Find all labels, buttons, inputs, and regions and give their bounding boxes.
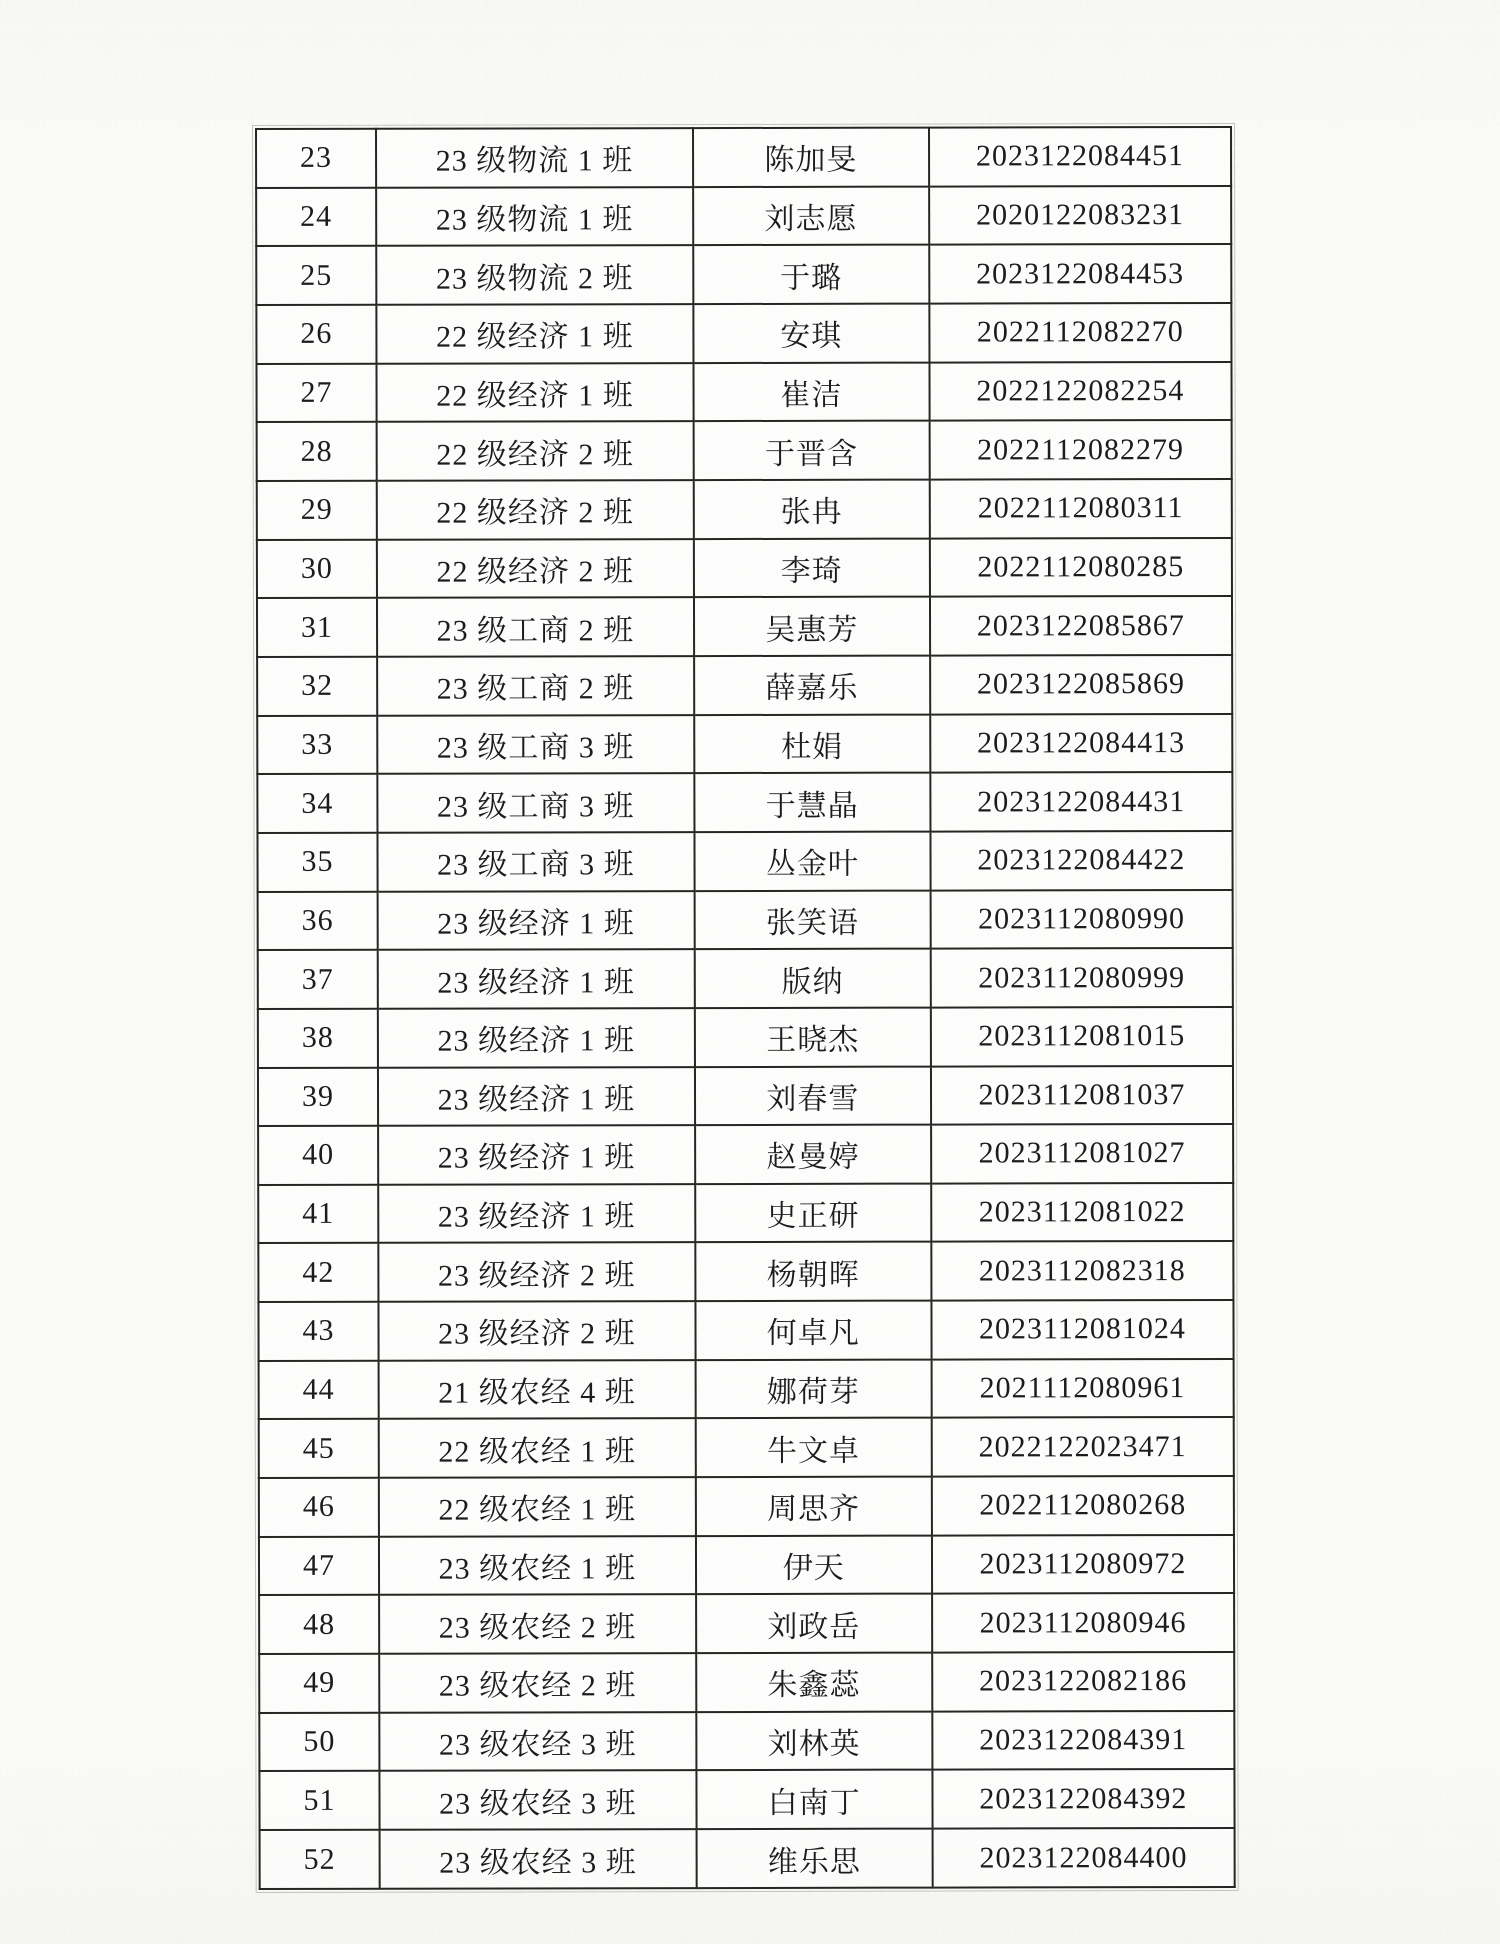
row-number-cell: 40	[258, 1126, 378, 1185]
table-row	[260, 1828, 1235, 1889]
student-name-cell: 于慧晶	[694, 773, 930, 832]
class-cell: 22 级经济 1 班	[376, 304, 693, 363]
student-id-cell: 2023122084392	[932, 1769, 1234, 1828]
student-name-cell: 周思齐	[696, 1477, 932, 1536]
student-name-cell: 杜娟	[694, 714, 930, 773]
student-name-cell: 张笑语	[694, 890, 930, 949]
table-row	[256, 362, 1231, 423]
student-id-cell: 2023112081027	[931, 1124, 1233, 1183]
class-cell: 23 级农经 3 班	[379, 1770, 696, 1829]
table-row	[257, 479, 1232, 540]
class-cell: 23 级农经 2 班	[379, 1653, 696, 1712]
row-number-cell: 23	[256, 129, 376, 188]
row-number-cell: 47	[259, 1536, 379, 1595]
student-name-cell: 王晓杰	[695, 1007, 931, 1066]
student-id-cell: 2023122084431	[930, 772, 1232, 831]
row-number-cell: 27	[256, 363, 376, 422]
student-name-cell: 于璐	[693, 245, 929, 304]
table-row	[257, 596, 1232, 657]
row-number-cell: 32	[257, 657, 377, 716]
student-id-cell: 2023122084400	[932, 1828, 1234, 1888]
student-name-cell: 杨朝晖	[695, 1242, 931, 1301]
class-cell: 23 级物流 1 班	[376, 187, 693, 246]
row-number-cell: 31	[257, 598, 377, 657]
student-id-cell: 2023112081037	[931, 1065, 1233, 1124]
table-row	[259, 1359, 1234, 1420]
class-cell: 22 级经济 2 班	[377, 480, 694, 539]
class-cell: 23 级经济 2 班	[378, 1301, 695, 1360]
table-row	[257, 538, 1232, 599]
student-name-cell: 史正研	[695, 1183, 931, 1242]
table-row	[258, 889, 1233, 950]
student-id-cell: 2023112081024	[931, 1300, 1233, 1359]
table-row	[257, 772, 1232, 833]
row-number-cell: 24	[256, 187, 376, 246]
row-number-cell: 26	[256, 305, 376, 364]
student-id-cell: 2023112080990	[930, 889, 1232, 948]
row-number-cell: 48	[259, 1595, 379, 1654]
student-name-cell: 于晋含	[693, 421, 929, 480]
class-cell: 23 级经济 1 班	[378, 1067, 695, 1126]
student-id-cell: 2023122085867	[930, 596, 1232, 655]
student-id-cell: 2022122082254	[929, 362, 1231, 421]
row-number-cell: 37	[258, 950, 378, 1009]
class-cell: 23 级经济 1 班	[378, 1008, 695, 1067]
table-row	[259, 1652, 1234, 1713]
student-id-cell: 2023122084422	[930, 831, 1232, 890]
table-row	[258, 1183, 1233, 1244]
student-name-cell: 娜荷芽	[695, 1359, 931, 1418]
table-row	[258, 1300, 1233, 1361]
student-id-cell: 2022122023471	[931, 1417, 1233, 1476]
student-name-cell: 赵曼婷	[695, 1125, 931, 1184]
table-row	[259, 1476, 1234, 1537]
row-number-cell: 52	[260, 1830, 380, 1889]
class-cell: 23 级农经 3 班	[379, 1712, 696, 1771]
student-name-cell: 薛嘉乐	[694, 655, 930, 714]
class-cell: 23 级物流 1 班	[376, 128, 693, 187]
student-name-cell: 维乐思	[696, 1829, 932, 1888]
row-number-cell: 30	[257, 539, 377, 598]
class-cell: 23 级工商 3 班	[377, 715, 694, 774]
table-row	[259, 1417, 1234, 1478]
table-row	[256, 186, 1231, 247]
student-id-cell: 2023122082186	[932, 1652, 1234, 1711]
class-cell: 22 级经济 2 班	[377, 539, 694, 598]
table-row	[256, 303, 1231, 364]
row-number-cell: 50	[259, 1712, 379, 1771]
table-row	[257, 420, 1232, 481]
student-id-cell: 2023122084453	[929, 244, 1231, 303]
student-id-cell: 2023112080972	[932, 1535, 1234, 1594]
class-cell: 23 级工商 2 班	[377, 656, 694, 715]
table-row	[259, 1711, 1234, 1772]
student-name-cell: 版纳	[695, 949, 931, 1008]
student-id-cell: 2023112082318	[931, 1241, 1233, 1300]
student-id-cell: 2023122084391	[932, 1711, 1234, 1770]
student-id-cell: 2023112081015	[931, 1007, 1233, 1066]
student-id-cell: 2022112080311	[929, 479, 1231, 538]
class-cell: 23 级经济 1 班	[378, 891, 695, 950]
student-name-cell: 刘林英	[696, 1711, 932, 1770]
table-row	[259, 1535, 1234, 1596]
row-number-cell: 36	[258, 891, 378, 950]
student-name-cell: 刘志愿	[693, 186, 929, 245]
row-number-cell: 38	[258, 1009, 378, 1068]
class-cell: 23 级工商 2 班	[377, 597, 694, 656]
row-number-cell: 25	[256, 246, 376, 305]
class-cell: 23 级工商 3 班	[377, 832, 694, 891]
row-number-cell: 43	[258, 1302, 378, 1361]
table-row	[256, 127, 1231, 188]
row-number-cell: 28	[257, 422, 377, 481]
row-number-cell: 39	[258, 1067, 378, 1126]
class-cell: 23 级农经 3 班	[379, 1829, 696, 1889]
row-number-cell: 34	[257, 774, 377, 833]
row-number-cell: 46	[259, 1478, 379, 1537]
scanned-roster-page	[255, 126, 1236, 1890]
row-number-cell: 45	[259, 1419, 379, 1478]
student-name-cell: 张冉	[694, 480, 930, 539]
table-row	[259, 1593, 1234, 1654]
table-row	[257, 714, 1232, 775]
table-row	[258, 1007, 1233, 1068]
class-cell: 22 级农经 1 班	[379, 1419, 696, 1478]
student-name-cell: 伊天	[696, 1535, 932, 1594]
student-id-cell: 2022112080268	[932, 1476, 1234, 1535]
student-name-cell: 刘政岳	[696, 1594, 932, 1653]
table-row	[256, 244, 1231, 305]
student-roster-table	[255, 126, 1236, 1890]
student-id-cell: 2020122083231	[929, 186, 1231, 245]
table-row	[258, 1065, 1233, 1126]
student-id-cell: 2022112082279	[929, 420, 1231, 479]
student-id-cell: 2023122085869	[930, 655, 1232, 714]
student-name-cell: 朱鑫蕊	[696, 1653, 932, 1712]
class-cell: 23 级经济 1 班	[378, 1184, 695, 1243]
table-row	[258, 1241, 1233, 1302]
row-number-cell: 49	[259, 1654, 379, 1713]
student-id-cell: 2023112080946	[932, 1593, 1234, 1652]
class-cell: 23 级农经 1 班	[379, 1536, 696, 1595]
student-name-cell: 何卓凡	[695, 1301, 931, 1360]
class-cell: 22 级经济 2 班	[377, 421, 694, 480]
class-cell: 21 级农经 4 班	[379, 1360, 696, 1419]
row-number-cell: 51	[259, 1771, 379, 1830]
table-row	[259, 1769, 1234, 1830]
student-name-cell: 白南丁	[696, 1770, 932, 1829]
row-number-cell: 29	[257, 481, 377, 540]
class-cell: 23 级工商 3 班	[377, 773, 694, 832]
student-id-cell: 2023112080999	[930, 948, 1232, 1007]
student-name-cell: 吴惠芳	[694, 597, 930, 656]
student-id-cell: 2022112080285	[930, 538, 1232, 597]
student-id-cell: 2023122084413	[930, 714, 1232, 773]
student-name-cell: 刘春雪	[695, 1066, 931, 1125]
row-number-cell: 35	[257, 833, 377, 892]
student-name-cell: 丛金叶	[694, 831, 930, 890]
roster-table-body	[256, 127, 1235, 1889]
row-number-cell: 41	[258, 1185, 378, 1244]
table-row	[258, 1124, 1233, 1185]
student-name-cell: 牛文卓	[696, 1418, 932, 1477]
row-number-cell: 44	[259, 1361, 379, 1420]
student-name-cell: 安琪	[693, 304, 929, 363]
class-cell: 23 级经济 1 班	[378, 949, 695, 1008]
student-id-cell: 2022112082270	[929, 303, 1231, 362]
class-cell: 23 级经济 1 班	[378, 1125, 695, 1184]
student-name-cell: 崔洁	[693, 362, 929, 421]
class-cell: 22 级农经 1 班	[379, 1477, 696, 1536]
class-cell: 23 级物流 2 班	[376, 245, 693, 304]
class-cell: 23 级农经 2 班	[379, 1594, 696, 1653]
row-number-cell: 42	[258, 1243, 378, 1302]
student-name-cell: 陈加旻	[693, 128, 929, 187]
class-cell: 23 级经济 2 班	[378, 1243, 695, 1302]
class-cell: 22 级经济 1 班	[376, 363, 693, 422]
table-row	[258, 948, 1233, 1009]
student-name-cell: 李琦	[694, 538, 930, 597]
row-number-cell: 33	[257, 715, 377, 774]
student-id-cell: 2023122084451	[929, 127, 1231, 186]
student-id-cell: 2023112081022	[931, 1183, 1233, 1242]
table-row	[257, 655, 1232, 716]
table-row	[257, 831, 1232, 892]
student-id-cell: 2021112080961	[931, 1359, 1233, 1418]
